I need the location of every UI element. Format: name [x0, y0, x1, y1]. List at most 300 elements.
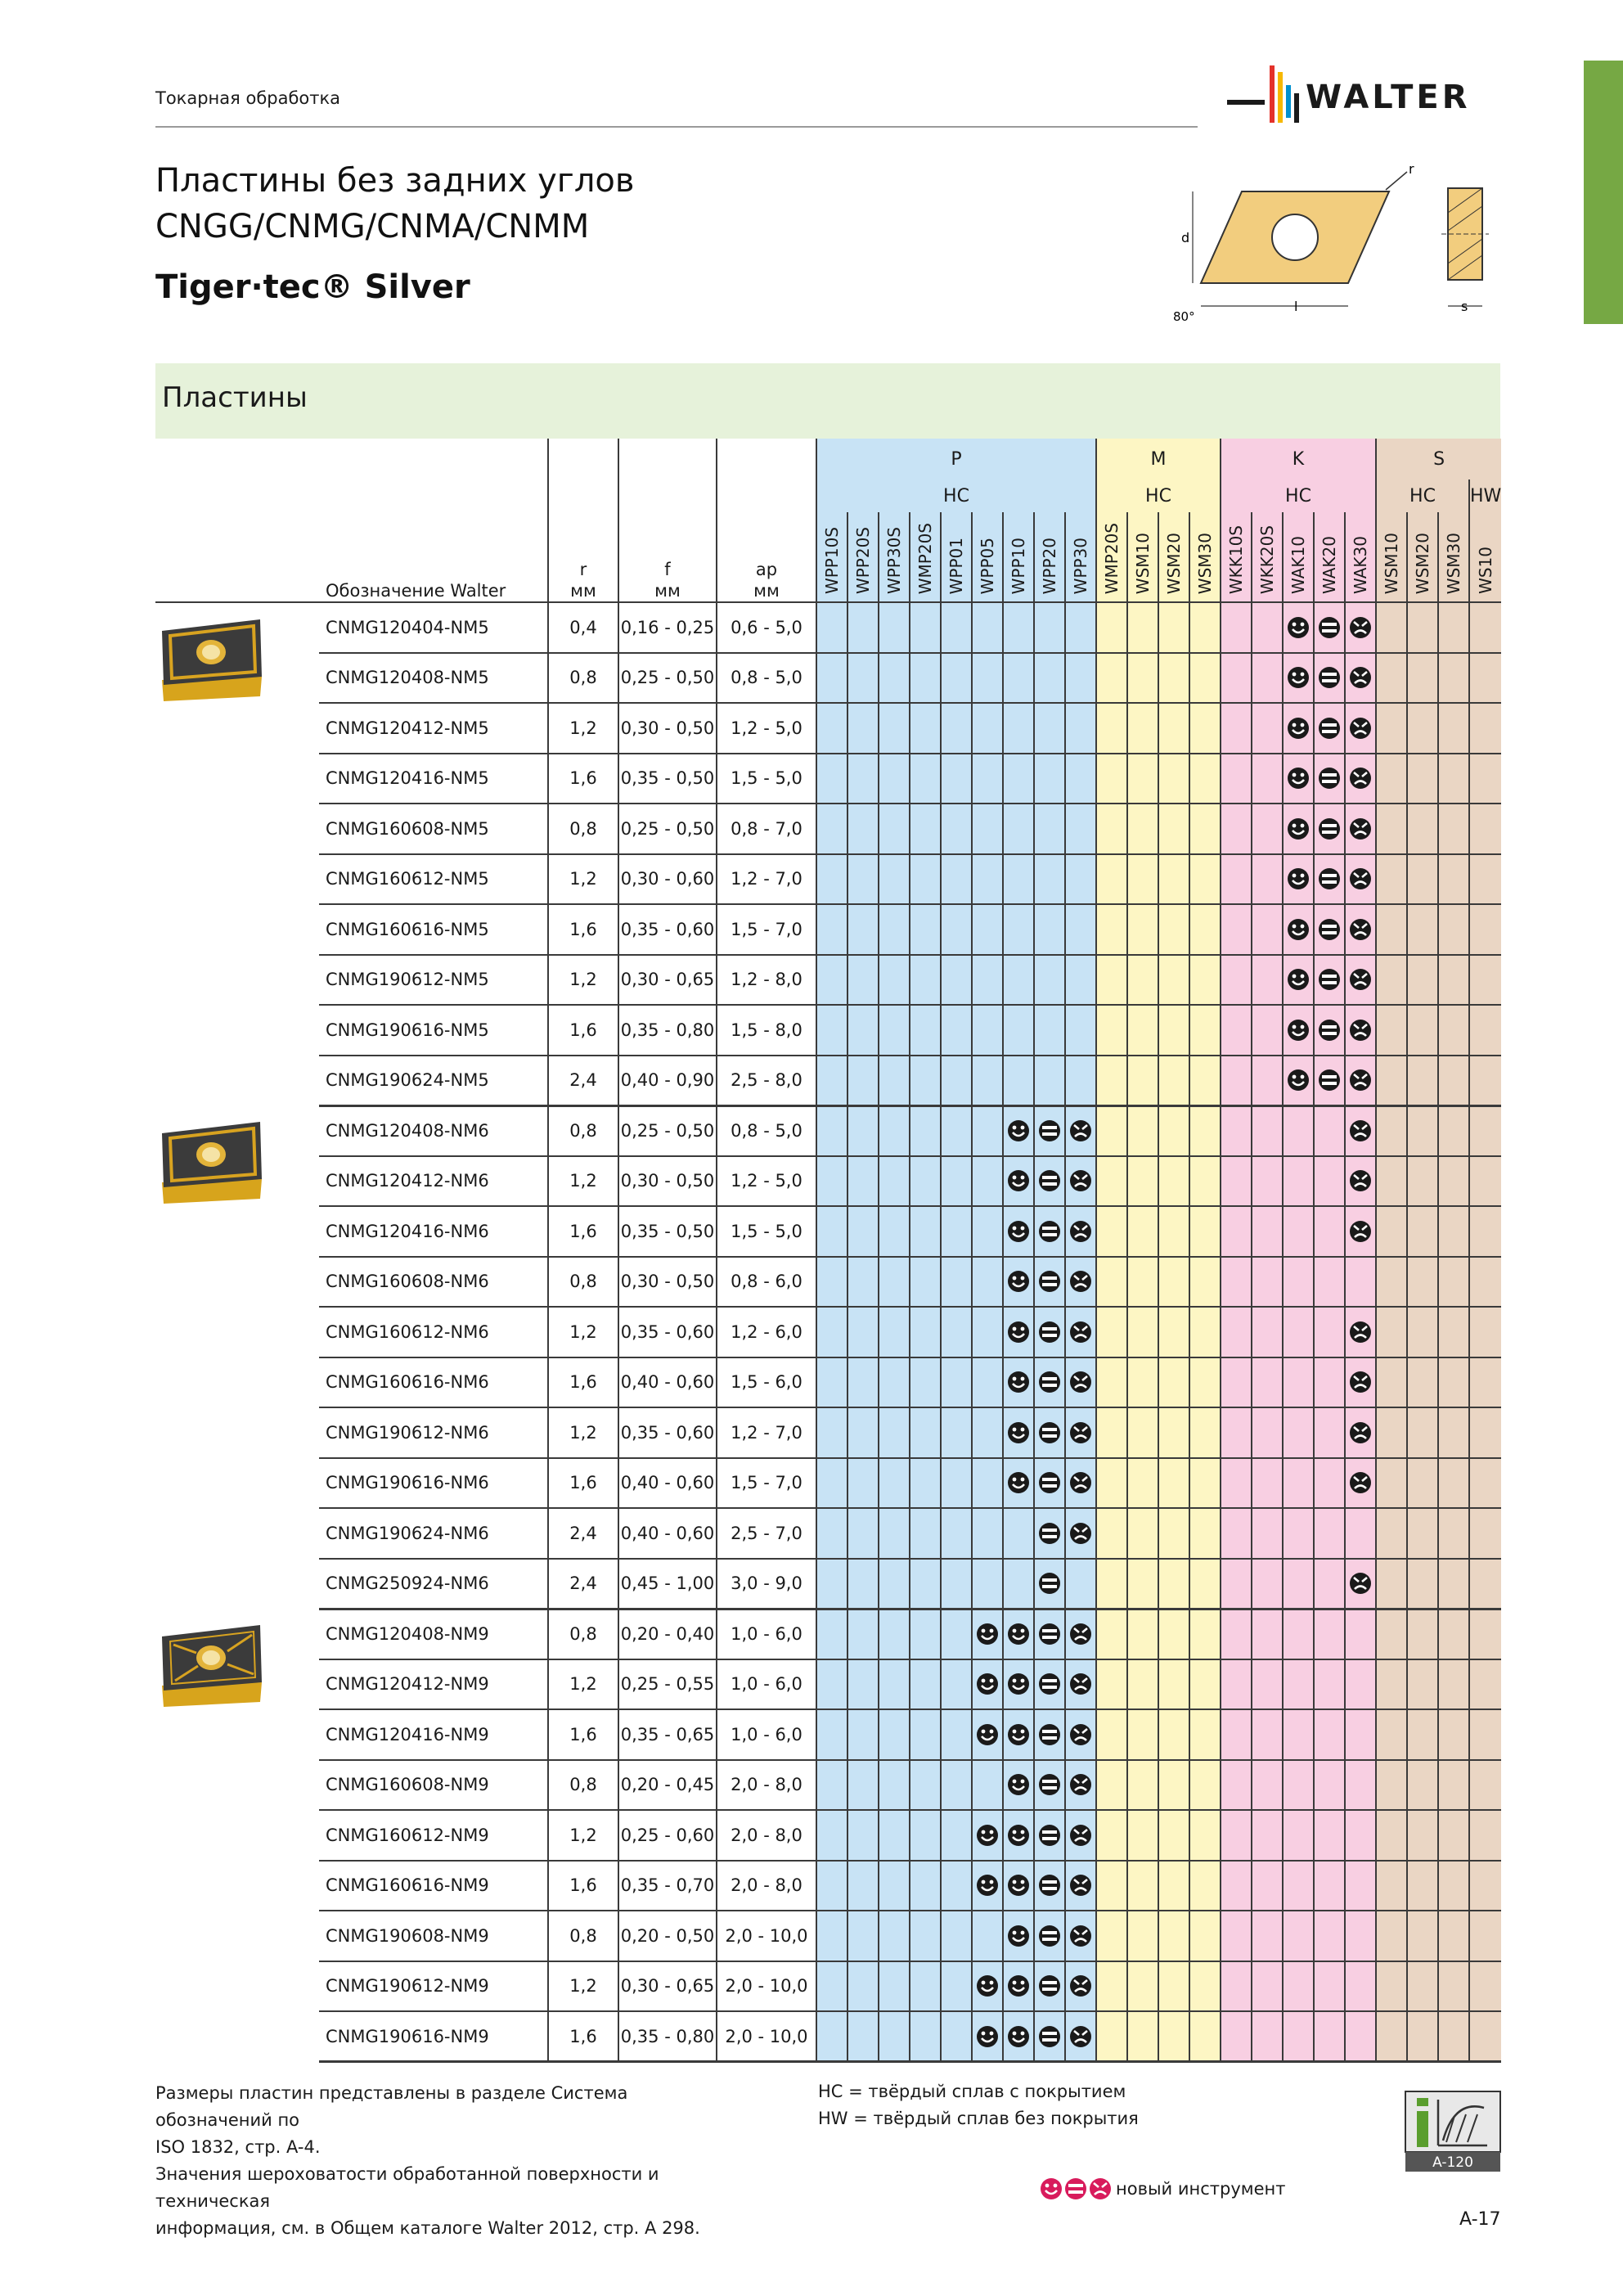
grade-cell — [1252, 1810, 1283, 1861]
grade-cell — [816, 1407, 847, 1458]
grade-cell — [1158, 1810, 1189, 1861]
grade-label: WAK10 — [1288, 536, 1308, 594]
grade-cell — [941, 1056, 972, 1106]
info-icon[interactable] — [1405, 2091, 1500, 2172]
cell-name: CNMG190616-NM6 — [319, 1458, 548, 1509]
grade-cell — [1252, 854, 1283, 905]
grade-cell — [1096, 1056, 1127, 1106]
grade-cell — [816, 1961, 847, 2012]
grade-cell — [910, 754, 941, 804]
table-row — [155, 1659, 1501, 1710]
grade-cell — [1003, 1257, 1034, 1308]
grade-cell — [1314, 1559, 1345, 1609]
grade-cell — [972, 904, 1003, 955]
grade-cell — [910, 1659, 941, 1710]
frown-face-icon — [1068, 1219, 1093, 1244]
grade-cell — [1376, 653, 1407, 704]
grade-cell — [1407, 1257, 1438, 1308]
grade-cell — [1127, 1810, 1158, 1861]
diagram-r: r — [1409, 161, 1414, 177]
frown-face-icon — [1348, 1320, 1373, 1344]
grade-header — [1283, 512, 1314, 602]
grade-cell — [910, 1861, 941, 1911]
grade-cell — [816, 1307, 847, 1357]
grade-cell — [1283, 1961, 1314, 2012]
grade-cell — [1158, 754, 1189, 804]
table-row — [155, 1609, 1501, 1659]
diagram-angle: 80° — [1173, 309, 1195, 324]
grade-label: WSM30 — [1195, 532, 1215, 594]
grade-cell — [941, 904, 972, 955]
grade-cell — [1283, 602, 1314, 653]
grade-cell — [816, 2011, 847, 2062]
grade-cell — [1034, 804, 1065, 854]
header-rule — [155, 126, 1198, 128]
cell-r: 2,4 — [548, 1508, 618, 1559]
cell-f: 0,35 - 0,60 — [618, 1307, 717, 1357]
frown-face-icon — [1068, 1470, 1093, 1495]
cell-f: 0,35 - 0,60 — [618, 1407, 717, 1458]
cell-f: 0,40 - 0,60 — [618, 1458, 717, 1509]
grade-cell — [816, 754, 847, 804]
page-title-line2: CNGG/CNMG/CNMA/CNMM — [155, 208, 590, 245]
grade-cell — [879, 1257, 910, 1308]
cell-f: 0,35 - 0,80 — [618, 1005, 717, 1056]
smiley-icon — [1006, 1823, 1031, 1848]
grade-cell — [1376, 1911, 1407, 1961]
grade-cell — [816, 1659, 847, 1710]
neutral-face-icon — [1317, 665, 1342, 690]
smiley-icon — [1286, 1068, 1311, 1092]
grade-cell — [1158, 1911, 1189, 1961]
grade-cell — [972, 1407, 1003, 1458]
cell-name: CNMG190616-NM5 — [319, 1005, 548, 1056]
grade-header — [1003, 512, 1034, 602]
grade-cell — [972, 703, 1003, 754]
grade-cell — [847, 854, 879, 905]
cell-name: CNMG190616-NM9 — [319, 2011, 548, 2062]
grade-cell — [1158, 1609, 1189, 1659]
frown-face-icon — [1068, 1772, 1093, 1797]
grade-cell — [972, 1357, 1003, 1408]
cell-r: 0,4 — [548, 602, 618, 653]
grade-cell — [1469, 1508, 1501, 1559]
grade-cell — [1034, 1609, 1065, 1659]
grade-cell — [1096, 653, 1127, 704]
grade-cell — [1469, 1257, 1501, 1308]
cell-f: 0,35 - 0,65 — [618, 1709, 717, 1760]
page-number: A-17 — [1459, 2209, 1501, 2230]
grade-cell — [1158, 1559, 1189, 1609]
grade-cell — [1283, 1105, 1314, 1156]
grade-cell — [847, 1810, 879, 1861]
cell-ap: 0,6 - 5,0 — [717, 602, 816, 653]
grade-cell — [1314, 602, 1345, 653]
grade-cell — [1096, 1206, 1127, 1257]
grade-cell — [1252, 1911, 1283, 1961]
grade-cell — [816, 804, 847, 854]
neutral-face-icon — [1037, 1873, 1062, 1898]
grade-cell — [1158, 2011, 1189, 2062]
grade-cell — [972, 754, 1003, 804]
grade-cell — [1003, 955, 1034, 1006]
cell-r: 0,8 — [548, 653, 618, 704]
grade-cell — [910, 653, 941, 704]
grade-cell — [910, 1056, 941, 1106]
grade-cell — [1127, 1760, 1158, 1811]
legend-text: новый инструмент — [1116, 2179, 1286, 2199]
smiley-icon — [1006, 1772, 1031, 1797]
grade-header — [1065, 512, 1096, 602]
cell-name: CNMG160608-NM6 — [319, 1257, 548, 1308]
grade-cell — [847, 602, 879, 653]
grade-cell — [847, 1156, 879, 1207]
grade-label: WKK10S — [1226, 524, 1246, 594]
grade-cell — [1438, 804, 1469, 854]
group-k-hc: HC — [1221, 479, 1376, 512]
table-row — [155, 1257, 1501, 1308]
grade-label: WPP10 — [1009, 537, 1028, 594]
grade-cell — [1221, 703, 1252, 754]
grade-cell — [1034, 955, 1065, 1006]
grade-cell — [1314, 1056, 1345, 1106]
grade-cell — [1034, 1206, 1065, 1257]
grade-cell — [1345, 1206, 1376, 1257]
frown-face-icon — [1068, 1823, 1093, 1848]
grade-cell — [1127, 653, 1158, 704]
grade-cell — [1096, 1709, 1127, 1760]
cell-ap: 2,0 - 10,0 — [717, 2011, 816, 2062]
grade-cell — [1034, 1508, 1065, 1559]
grade-cell — [972, 1206, 1003, 1257]
grade-cell — [1376, 904, 1407, 955]
table-row — [155, 1206, 1501, 1257]
grade-cell — [847, 1005, 879, 1056]
grade-cell — [1469, 1609, 1501, 1659]
grade-cell — [1096, 804, 1127, 854]
grade-cell — [1003, 1458, 1034, 1509]
smiley-icon — [1286, 665, 1311, 690]
grade-cell — [879, 1559, 910, 1609]
grade-cell — [972, 653, 1003, 704]
grade-cell — [1096, 1508, 1127, 1559]
cell-name: CNMG160616-NM5 — [319, 904, 548, 955]
subheader-band — [155, 363, 1500, 439]
grade-cell — [1283, 1407, 1314, 1458]
grade-cell — [1034, 2011, 1065, 2062]
frown-face-icon — [1348, 917, 1373, 942]
grade-cell — [972, 1005, 1003, 1056]
grade-cell — [1345, 754, 1376, 804]
grade-cell — [1065, 1861, 1096, 1911]
grade-cell — [1407, 1810, 1438, 1861]
grade-cell — [1252, 1307, 1283, 1357]
cell-r: 1,6 — [548, 1357, 618, 1408]
insert-image-cell — [155, 602, 319, 1105]
grade-cell — [1314, 854, 1345, 905]
grade-cell — [1314, 1257, 1345, 1308]
grade-cell — [1189, 1709, 1221, 1760]
col-header-r: r мм — [548, 512, 618, 602]
grade-cell — [941, 955, 972, 1006]
grade-cell — [941, 1407, 972, 1458]
grade-cell — [1469, 754, 1501, 804]
grade-cell — [1158, 1257, 1189, 1308]
material-notes: HC = твёрдый сплав с покрытием HW = твёрдый сплав без покрытия — [818, 2082, 1139, 2128]
grade-cell — [879, 602, 910, 653]
cell-f: 0,30 - 0,65 — [618, 955, 717, 1006]
frown-face-icon — [1068, 1622, 1093, 1646]
cell-ap: 2,0 - 10,0 — [717, 1911, 816, 1961]
smiley-icon — [1006, 1420, 1031, 1445]
grade-cell — [1127, 2011, 1158, 2062]
grade-cell — [1469, 602, 1501, 653]
grade-cell — [941, 1307, 972, 1357]
smiley-icon — [1006, 1873, 1031, 1898]
grade-cell — [1034, 1659, 1065, 1710]
grade-cell — [1376, 2011, 1407, 2062]
group-p: P — [816, 439, 1096, 479]
grade-cell — [1158, 955, 1189, 1006]
grade-cell — [910, 1105, 941, 1156]
grade-cell — [1221, 1156, 1252, 1207]
cell-f: 0,40 - 0,60 — [618, 1357, 717, 1408]
grade-cell — [1221, 1105, 1252, 1156]
cell-name: CNMG190624-NM6 — [319, 1508, 548, 1559]
grade-cell — [1189, 1156, 1221, 1207]
cell-f: 0,20 - 0,45 — [618, 1760, 717, 1811]
cell-name: CNMG120412-NM5 — [319, 703, 548, 754]
grade-cell — [1158, 1206, 1189, 1257]
table-row — [155, 1407, 1501, 1458]
grade-cell — [1469, 1156, 1501, 1207]
grade-cell — [1252, 602, 1283, 653]
grade-cell — [1189, 1861, 1221, 1911]
grade-cell — [1189, 854, 1221, 905]
neutral-face-icon — [1037, 1420, 1062, 1445]
group-s-hc: HC — [1376, 479, 1469, 512]
insert-photo — [155, 611, 278, 709]
grade-cell — [1407, 955, 1438, 1006]
neutral-face-icon — [1317, 766, 1342, 790]
grade-cell — [1065, 1357, 1096, 1408]
grade-cell — [1221, 1458, 1252, 1509]
cell-name: CNMG120412-NM6 — [319, 1156, 548, 1207]
cell-f: 0,35 - 0,50 — [618, 1206, 717, 1257]
grade-cell — [1283, 1156, 1314, 1207]
smiley-icon — [1006, 1722, 1031, 1747]
grade-cell — [1252, 1861, 1283, 1911]
grade-cell — [1252, 2011, 1283, 2062]
cell-r: 1,6 — [548, 904, 618, 955]
grade-cell — [1252, 703, 1283, 754]
grade-cell — [1438, 1458, 1469, 1509]
grade-cell — [1252, 1357, 1283, 1408]
neutral-face-icon — [1037, 1521, 1062, 1546]
grade-cell — [1158, 1156, 1189, 1207]
grade-cell — [879, 1659, 910, 1710]
cell-f: 0,35 - 0,80 — [618, 2011, 717, 2062]
grade-cell — [1345, 1005, 1376, 1056]
grade-cell — [1127, 1458, 1158, 1509]
grade-cell — [1065, 1056, 1096, 1106]
table-row — [155, 1861, 1501, 1911]
grade-cell — [1252, 1257, 1283, 1308]
cell-ap: 0,8 - 7,0 — [717, 804, 816, 854]
grade-cell — [879, 754, 910, 804]
frown-face-icon — [1348, 1119, 1373, 1143]
grade-cell — [1189, 1508, 1221, 1559]
grade-cell — [1314, 1407, 1345, 1458]
cell-f: 0,25 - 0,60 — [618, 1810, 717, 1861]
diagram-d: d — [1181, 230, 1190, 245]
grade-cell — [1438, 1407, 1469, 1458]
grade-cell — [941, 1005, 972, 1056]
grade-cell — [972, 1810, 1003, 1861]
grade-cell — [1158, 1105, 1189, 1156]
frown-face-icon — [1348, 817, 1373, 841]
grade-cell — [1221, 1407, 1252, 1458]
table-row — [155, 955, 1501, 1006]
cell-f: 0,25 - 0,50 — [618, 804, 717, 854]
insert-photo — [155, 1114, 278, 1212]
grade-cell — [1003, 1357, 1034, 1408]
grade-cell — [1096, 1911, 1127, 1961]
grade-cell — [1158, 1659, 1189, 1710]
grade-header — [879, 512, 910, 602]
grade-cell — [1283, 1307, 1314, 1357]
grade-cell — [1003, 1709, 1034, 1760]
grade-cell — [1127, 1307, 1158, 1357]
grade-cell — [972, 1709, 1003, 1760]
grade-cell — [1345, 653, 1376, 704]
grade-cell — [1438, 1508, 1469, 1559]
grade-cell — [972, 1559, 1003, 1609]
grade-cell — [1189, 1961, 1221, 2012]
grade-cell — [1283, 1458, 1314, 1509]
neutral-face-icon — [1317, 867, 1342, 891]
grade-cell — [972, 1861, 1003, 1911]
grade-cell — [1127, 1961, 1158, 2012]
cell-r: 0,8 — [548, 1609, 618, 1659]
cell-ap: 1,0 - 6,0 — [717, 1709, 816, 1760]
grade-cell — [816, 703, 847, 754]
grade-cell — [1034, 754, 1065, 804]
cell-name: CNMG160608-NM5 — [319, 804, 548, 854]
cell-name: CNMG160612-NM9 — [319, 1810, 548, 1861]
grade-cell — [1376, 1760, 1407, 1811]
insert-image-cell — [155, 1105, 319, 1609]
grade-cell — [1376, 955, 1407, 1006]
grade-cell — [847, 1861, 879, 1911]
grade-cell — [816, 1760, 847, 1811]
grade-cell — [816, 602, 847, 653]
cell-ap: 1,5 - 6,0 — [717, 1357, 816, 1408]
frown-face-icon — [1068, 2024, 1093, 2049]
insert-photo — [155, 1617, 278, 1715]
grade-cell — [1096, 1357, 1127, 1408]
grade-cell — [1345, 1609, 1376, 1659]
cell-ap: 2,0 - 8,0 — [717, 1861, 816, 1911]
grade-cell — [1376, 1156, 1407, 1207]
grade-cell — [1189, 1911, 1221, 1961]
cell-ap: 1,5 - 5,0 — [717, 1206, 816, 1257]
smiley-icon — [1286, 1018, 1311, 1042]
neutral-face-icon — [1037, 1571, 1062, 1596]
grade-cell — [1065, 754, 1096, 804]
frown-face-icon — [1068, 1521, 1093, 1546]
grade-cell — [1065, 1206, 1096, 1257]
grade-cell — [1158, 1307, 1189, 1357]
grade-cell — [941, 1206, 972, 1257]
grade-cell — [1065, 804, 1096, 854]
cell-ap: 0,8 - 5,0 — [717, 1105, 816, 1156]
grade-cell — [1096, 854, 1127, 905]
cell-name: CNMG160616-NM6 — [319, 1357, 548, 1408]
grade-cell — [1376, 1961, 1407, 2012]
grade-cell — [1065, 1760, 1096, 1811]
grade-cell — [879, 1508, 910, 1559]
table-row — [155, 1357, 1501, 1408]
smiley-icon — [1006, 1470, 1031, 1495]
grade-cell — [1345, 703, 1376, 754]
frown-face-icon — [1068, 1320, 1093, 1344]
grade-cell — [1065, 1105, 1096, 1156]
grade-cell — [847, 1407, 879, 1458]
grade-cell — [816, 653, 847, 704]
grade-cell — [1314, 804, 1345, 854]
grade-cell — [1127, 1257, 1158, 1308]
neutral-face-icon — [1037, 1924, 1062, 1948]
group-k: K — [1221, 439, 1376, 479]
grade-cell — [1407, 904, 1438, 955]
grade-cell — [1096, 1609, 1127, 1659]
grade-cell — [816, 1508, 847, 1559]
grade-cell — [1096, 2011, 1127, 2062]
grade-cell — [1034, 1559, 1065, 1609]
grade-cell — [816, 1156, 847, 1207]
insert-geometry-diagram — [1173, 160, 1512, 329]
cell-name: CNMG120408-NM6 — [319, 1105, 548, 1156]
grade-cell — [1314, 1709, 1345, 1760]
grade-cell — [1345, 1357, 1376, 1408]
grade-cell — [910, 1911, 941, 1961]
grade-cell — [1438, 1911, 1469, 1961]
grade-cell — [1189, 1810, 1221, 1861]
grade-cell — [1376, 1206, 1407, 1257]
grade-cell — [1127, 1005, 1158, 1056]
smiley-icon — [1039, 2177, 1063, 2201]
grade-cell — [847, 1056, 879, 1106]
grade-cell — [1376, 1559, 1407, 1609]
grade-cell — [1189, 1206, 1221, 1257]
grade-cell — [1469, 653, 1501, 704]
grade-cell — [1376, 1659, 1407, 1710]
grade-cell — [1096, 955, 1127, 1006]
grade-cell — [1438, 653, 1469, 704]
grade-cell — [1345, 2011, 1376, 2062]
grade-cell — [972, 854, 1003, 905]
table-row — [155, 754, 1501, 804]
grade-cell — [1003, 1861, 1034, 1911]
grade-cell — [1283, 653, 1314, 704]
grade-cell — [1252, 804, 1283, 854]
grade-header — [1314, 512, 1345, 602]
smiley-icon — [1006, 1269, 1031, 1294]
neutral-face-icon — [1037, 1622, 1062, 1646]
grade-cell — [1221, 1307, 1252, 1357]
walter-logo — [1227, 61, 1505, 129]
